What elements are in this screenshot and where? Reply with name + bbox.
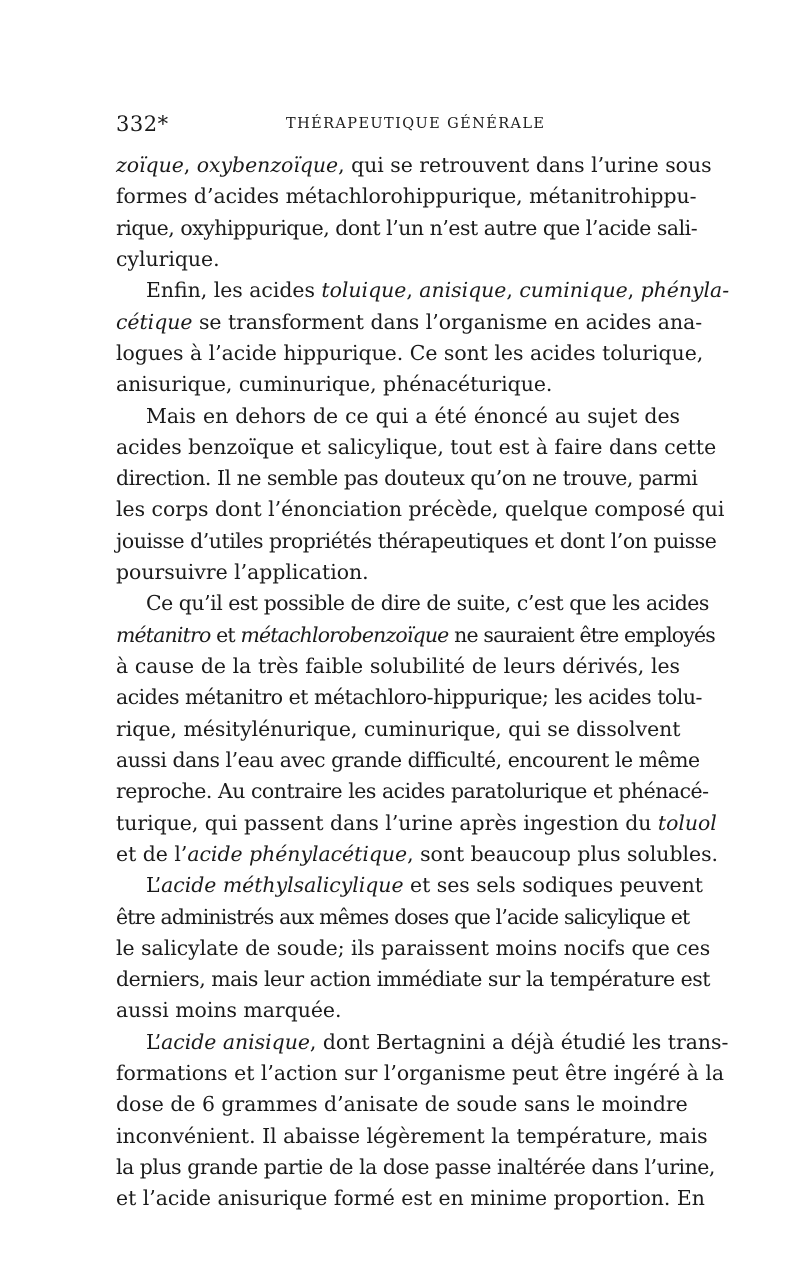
text-line — [116, 745, 700, 776]
text-run: turique, qui passent dans l’urine après ingestion du — [116, 810, 658, 835]
text-run: poursuivre l’application. — [116, 560, 369, 585]
text-run: aussi moins marquée. — [116, 998, 342, 1023]
italic-run: cuminique — [519, 278, 628, 303]
text-run: rique, mésitylénurique, cuminurique, qui se dissolvent — [116, 716, 681, 741]
text-line — [116, 557, 680, 588]
text-run: anisurique, cuminurique, phénacéturique. — [116, 372, 553, 397]
text-line — [116, 902, 690, 933]
italic-run: cétique — [116, 309, 193, 334]
text-line — [116, 933, 711, 964]
text-run: , — [506, 278, 520, 303]
text-line — [116, 401, 680, 432]
text-line — [116, 369, 680, 400]
text-run: , — [183, 153, 197, 177]
text-run: acides métanitro et métachloro-hippurique; les acides tolu- — [116, 685, 702, 710]
text-run: et de l’ — [116, 841, 188, 866]
text-line — [116, 776, 709, 807]
italic-run: zoïque — [116, 153, 184, 177]
text-line — [116, 1089, 688, 1120]
text-line — [116, 714, 680, 745]
running-title: THÉRAPEUTIQUE GÉNÉRALE — [286, 116, 546, 132]
text-run: aussi dans l’eau avec grande difficulté, encourent le même — [116, 747, 700, 772]
text-line — [116, 995, 680, 1026]
text-run: formations et l’action sur l’organisme peut être ingéré à la — [116, 1061, 724, 1086]
text-line — [116, 682, 702, 713]
text-line — [116, 1121, 708, 1152]
text-run: reproche. Au contraire les acides paratolurique et phénacé- — [116, 779, 709, 804]
text-run: inconvénient. Il abaisse légèrement la température, mais — [116, 1123, 708, 1148]
text-run: et — [210, 622, 241, 647]
italic-run: acide anisique — [161, 1029, 310, 1054]
text-run: acides benzoïque et salicylique, tout est à faire dans cette — [116, 434, 717, 459]
text-run: jouisse d’utiles propriétés thérapeutiques et dont l’on puisse — [116, 528, 717, 553]
text-run: , sont beaucoup plus solubles. — [407, 841, 719, 866]
italic-run: acide phénylacétique — [187, 841, 408, 866]
page-header — [116, 112, 676, 142]
text-run: , — [406, 278, 420, 303]
text-run: le salicylate de soude; ils paraissent moins nocifs que ces — [116, 935, 711, 960]
text-run: logues à l’acide hippurique. Ce sont les acides tolurique, — [116, 340, 704, 365]
text-line — [116, 213, 698, 244]
text-run: rique, oxyhippurique, dont l’un n’est autre que l’acide sali- — [116, 215, 698, 240]
italic-run: anisique — [419, 278, 507, 303]
text-line — [116, 964, 710, 995]
text-line — [116, 651, 680, 682]
italic-run: oxybenzoïque — [196, 153, 339, 177]
text-line — [116, 839, 719, 870]
text-run: se transforment dans l’organisme en acides ana- — [192, 309, 703, 334]
text-line — [116, 432, 717, 463]
text-run: direction. Il ne semble pas douteux qu’on ne trouve, parmi — [116, 466, 698, 491]
text-run: la plus grande partie de la dose passe inaltérée dans l’urine, — [116, 1155, 715, 1179]
text-line — [116, 307, 703, 338]
text-run: Enfin, les acides — [146, 278, 322, 303]
text-run: être administrés aux mêmes doses que l’acide salicylique et — [116, 904, 690, 929]
text-run: L’ — [146, 1029, 162, 1054]
text-line — [116, 808, 717, 839]
text-line — [116, 1027, 729, 1058]
text-line — [116, 244, 680, 275]
italic-run: métanitro — [116, 622, 211, 647]
text-run: , dont Bertagnini a déjà étudié les trans- — [309, 1029, 729, 1054]
text-line — [116, 494, 725, 525]
page-number: 332* — [116, 112, 169, 136]
text-run: derniers, mais leur action immédiate sur la température est — [116, 967, 710, 992]
text-line — [116, 463, 698, 494]
text-run: Mais en dehors de ce qui a été énoncé au sujet des — [146, 403, 680, 428]
italic-run: toluol — [657, 810, 717, 835]
text-run: et l’acide anisurique formé est en minime proportion. En — [116, 1186, 705, 1211]
text-run: Ce qu’il est possible de dire de suite, c’est que les acides — [146, 591, 709, 616]
text-run: , qui se retrouvent dans l’urine sous — [338, 153, 712, 177]
italic-run: acide méthylsalicylique — [161, 873, 404, 898]
text-line — [116, 870, 703, 901]
text-line — [116, 338, 704, 369]
text-line — [116, 1058, 724, 1089]
text-line — [116, 150, 712, 181]
italic-run: toluique — [321, 278, 407, 303]
text-run: cylurique. — [116, 246, 220, 271]
text-line — [116, 181, 697, 212]
text-run: , — [627, 278, 641, 303]
text-run: ne sauraient être employés — [448, 622, 715, 647]
body-text — [116, 150, 730, 1215]
text-run: L’ — [146, 873, 162, 898]
text-run: et ses sels sodiques peuvent — [403, 873, 703, 898]
text-run: à cause de la très faible solubilité de leurs dérivés, les — [116, 654, 680, 678]
italic-run: métachlorobenzoïque — [240, 622, 449, 647]
text-line — [116, 1152, 715, 1183]
text-line — [116, 1183, 705, 1214]
italic-run: phényla- — [640, 278, 730, 303]
text-run: les corps dont l’énonciation précède, quelque composé qui — [116, 497, 725, 522]
text-line — [116, 620, 715, 651]
text-line — [116, 275, 730, 306]
text-line — [116, 526, 717, 557]
text-run: dose de 6 grammes d’anisate de soude sans le moindre — [116, 1092, 688, 1117]
text-run: formes d’acides métachlorohippurique, métanitrohippu- — [116, 184, 697, 209]
text-line — [116, 588, 709, 619]
